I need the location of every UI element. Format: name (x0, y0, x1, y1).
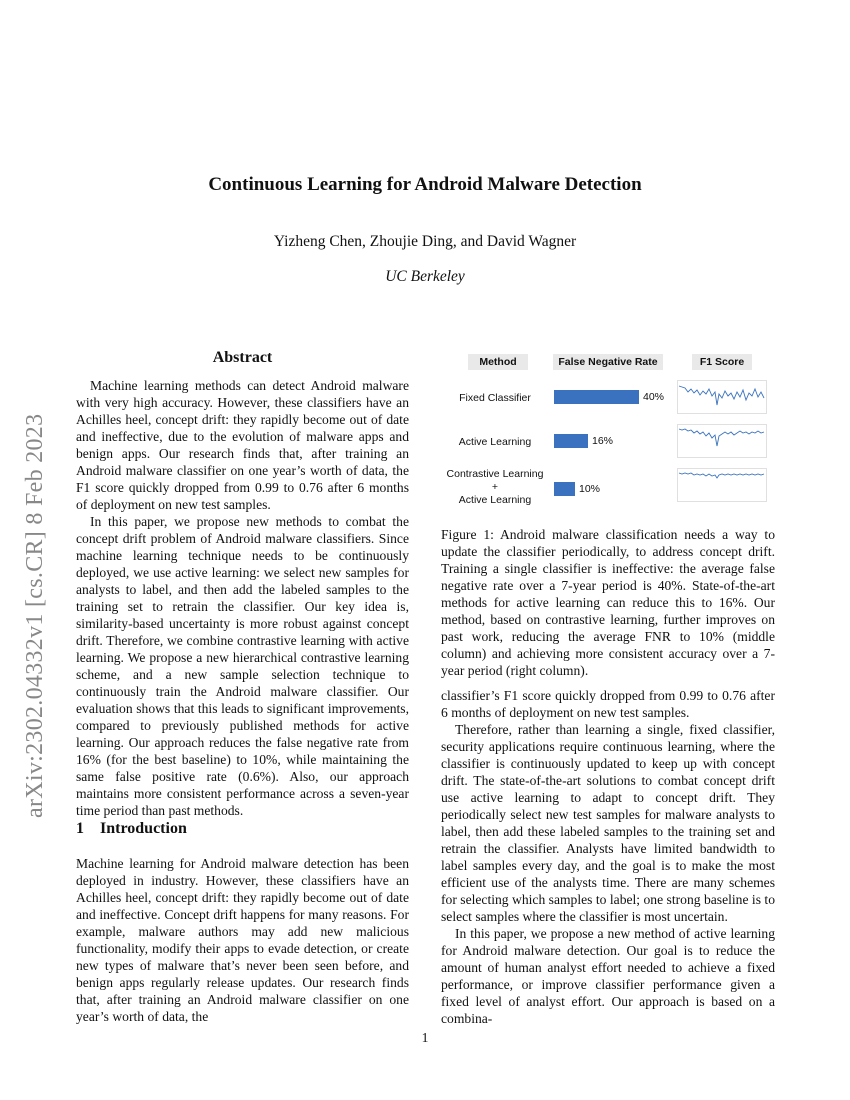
figure-1 (440, 350, 780, 510)
fnr-bar-contrastive-learning (554, 482, 575, 496)
page-number: 1 (421, 1030, 429, 1045)
intro-left-column (76, 855, 409, 1025)
paper-authors: Yizheng Chen, Zhoujie Ding, and David Wagner (273, 233, 577, 250)
row-label-line: Fixed Classifier (459, 392, 531, 404)
abstract-heading: Abstract (212, 349, 273, 366)
f1-sparkline-fixed-classifier (677, 380, 767, 414)
f1-sparkline-active-learning (677, 424, 767, 458)
figure-row-label (440, 436, 550, 449)
fnr-bar-active-learning (554, 434, 588, 448)
figure-row-label (440, 468, 550, 507)
figure-1-caption: Figure 1: Android malware classification needs a way to update the classifier periodically, to address concept drift. Training a single classifier is ineffective: the average false negative rate over a 7-year period is 40%. State-of-the-art methods for active learning can reduce this to 16%. Our method, based on contrastive learning, further improves on past work, reducing the average FNR to 10% (middle column) and achieving more consistent accuracy over a 7-year period (right column). (441, 527, 775, 678)
figure-row-label (440, 392, 550, 405)
paper-affiliation: UC Berkeley (385, 268, 465, 285)
fnr-bar-label: 10% (579, 483, 601, 495)
intro-paragraph-1: Machine learning for Android malware detection has been deployed in industry. However, these classifiers have an Achilles heel, concept drift: they rapidly become out of date and ineffective. Concept drift happens for many reasons. For example, malware authors may add new malicious functionality, modify their apps to evade detection, or create new types of malware that’s never been seen before, and benign apps regularly release updates. Our research finds that, after training an Android malware classifier on one year’s worth of data, the (76, 856, 409, 1024)
section-number: 1 (76, 820, 84, 837)
paper-title: Continuous Learning for Android Malware Detection (208, 174, 642, 195)
intro-paragraph-2: Therefore, rather than learning a single, fixed classifier, security applications require continuous learning, where the classifier is continuously updated to keep up with concept drift. The state-of-the-art solutions to combat concept drift use active learning to adapt to concept drift. They periodically select new test samples for malware analysts to label, then add these labeled samples to the training set and retrain the classifier. Analysts have limited bandwidth to label samples every day, and the goal is to make the most efficient use of the analysts time. There are many schemes for selecting which samples to label; one strong baseline is to select samples where the classifier is most uncertain. (441, 722, 775, 924)
row-label-line: Active Learning (458, 436, 532, 448)
intro-right-column (441, 687, 775, 1027)
section-title: Introduction (100, 820, 187, 837)
section-heading-introduction (76, 820, 187, 838)
f1-sparkline-contrastive-learning (677, 468, 767, 502)
figure-header-fnr: False Negative Rate (553, 354, 663, 370)
arxiv-stamp: arXiv:2302.04332v1 [cs.CR] 8 Feb 2023 (22, 413, 48, 818)
abstract-body (76, 377, 409, 819)
row-label-line: Active Learning (458, 494, 532, 506)
abstract-paragraph-2: In this paper, we propose new methods to combat the concept drift problem of Android malware classifiers. Since machine learning technique needs to be continuously deployed, we use active learning: we select new samples for analysts to label, and then add the labeled samples to the training set to retrain the classifier. Our key idea is, similarity-based uncertainty is more robust against concept drift. Therefore, we combine contrastive learning with active learning. We propose a new hierarchical contrastive learning scheme, and a new sample selection technique to continuously train the Android malware classifier. Our evaluation shows that this leads to significant improvements, compared to previously published methods for active learning. Our approach reduces the false negative rate from 16% (for the best baseline) to 10%, while maintaining the same false positive rate (0.6%). Also, our approach maintains more consistent performance across a seven-year time period than past methods. (76, 514, 409, 818)
fnr-bar-label: 40% (643, 391, 665, 403)
row-label-line: + (491, 481, 499, 493)
fnr-bar-fixed-classifier (554, 390, 639, 404)
row-label-line: Contrastive Learning (446, 468, 544, 480)
intro-paragraph-1-continued: classifier’s F1 score quickly dropped from 0.99 to 0.76 after 6 months of deployment on new test samples. (441, 688, 775, 720)
figure-header-f1: F1 Score (692, 354, 752, 370)
intro-paragraph-3: In this paper, we propose a new method of active learning for Android malware detection. Our goal is to reduce the amount of human analyst effort needed to achieve a fixed performance, or improve classifier performance given a fixed level of analyst effort. Our approach is based on a combina- (441, 926, 775, 1026)
fnr-bar-label: 16% (592, 435, 614, 447)
abstract-paragraph-1: Machine learning methods can detect Android malware with very high accuracy. However, these classifiers have an Achilles heel, concept drift: they rapidly become out of date and ineffective, due to the evolution of malware apps and benign apps. Our research finds that, after training an Android malware classifier on one year’s worth of data, the F1 score quickly dropped from 0.99 to 0.76 after 6 months of deployment on new test samples. (76, 378, 409, 512)
figure-header-method: Method (468, 354, 528, 370)
